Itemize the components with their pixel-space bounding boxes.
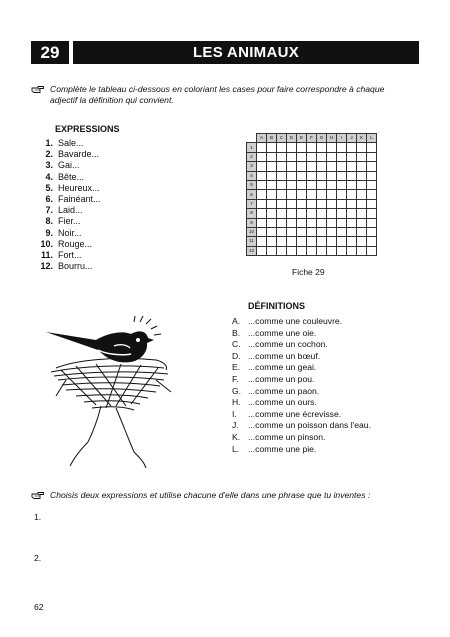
expression-text: Gai... [58,160,80,171]
grid-cell[interactable] [327,227,337,236]
grid-cell[interactable] [267,180,277,189]
grid-column-header: F [307,134,317,143]
grid-cell[interactable] [277,162,287,171]
grid-cell[interactable] [367,218,377,227]
grid-cell[interactable] [267,246,277,255]
definitions-title: DÉFINITIONS [248,301,306,311]
grid-cell[interactable] [277,227,287,236]
grid-cell[interactable] [277,237,287,246]
grid-cell[interactable] [337,199,347,208]
answer-2-number: 2. [34,553,42,563]
grid-column-header: D [287,134,297,143]
definition-letter: F. [232,373,239,384]
grid-cell[interactable] [327,209,337,218]
grid-cell[interactable] [277,209,287,218]
grid-cell[interactable] [367,152,377,161]
grid-cell[interactable] [277,190,287,199]
grid-cell[interactable] [327,218,337,227]
grid-cell[interactable] [277,199,287,208]
grid-cell[interactable] [307,237,317,246]
expression-text: Bavarde... [58,149,100,160]
grid-cell[interactable] [367,143,377,152]
fiche-label: Fiche 29 [292,267,325,277]
grid-cell[interactable] [317,171,327,180]
grid-cell[interactable] [337,227,347,236]
grid-cell[interactable] [317,190,327,199]
grid-cell[interactable] [297,143,307,152]
definition-text: ...comme un ours. [248,397,317,408]
grid-cell[interactable] [297,227,307,236]
definition-text: ...comme une couleuvre. [248,316,343,326]
grid-cell[interactable] [317,209,327,218]
grid-cell[interactable] [267,227,277,236]
grid-cell[interactable] [287,227,297,236]
grid-cell[interactable] [317,162,327,171]
grid-cell[interactable] [367,227,377,236]
grid-cell[interactable] [297,209,307,218]
grid-cell[interactable] [327,246,337,255]
grid-cell[interactable] [287,209,297,218]
expression-item [38,194,101,205]
instruction-2: Choisis deux expressions et utilise chacune d'elle dans une phrase que tu inventes : [50,490,371,500]
grid-cell[interactable] [327,143,337,152]
definition-item [232,328,371,340]
grid-cell[interactable] [367,199,377,208]
expression-text: Heureux... [58,182,100,193]
grid-column-header: E [297,134,307,143]
grid-cell[interactable] [297,152,307,161]
expression-item [38,261,101,272]
expression-text: Bête... [58,171,85,182]
grid-cell[interactable] [357,143,367,152]
grid-cell[interactable] [257,199,267,208]
expression-number: 5. [45,182,53,193]
grid-cell[interactable] [357,199,367,208]
fiche-number: 29 [31,41,69,64]
expression-item [38,239,101,250]
definition-text: ...comme un bœuf. [248,350,321,361]
grid-cell[interactable] [257,209,267,218]
definition-item [232,374,371,386]
expression-number: 9. [45,227,53,238]
grid-cell[interactable] [307,180,317,189]
grid-cell[interactable] [337,190,347,199]
definitions-list [232,316,371,455]
grid-cell[interactable] [257,162,267,171]
grid-row-header: 2 [247,152,257,161]
grid-row-header: 11 [247,237,257,246]
expressions-title: EXPRESSIONS [55,124,120,134]
grid-column-header: I [337,134,347,143]
grid-cell[interactable] [307,199,317,208]
grid-cell[interactable] [267,152,277,161]
expression-number: 7. [45,205,53,216]
grid-corner [247,134,257,143]
expression-text: Bourru... [58,261,93,272]
definition-text: ...comme un pinson. [248,431,326,442]
grid-cell[interactable] [357,237,367,246]
grid-cell[interactable] [337,246,347,255]
grid-row-header: 7 [247,199,257,208]
grid-cell[interactable] [257,152,267,161]
definition-item [232,432,371,444]
definition-text: ...comme un pou. [248,373,315,384]
expression-number: 3. [45,160,53,171]
grid-row-header: 5 [247,180,257,189]
expression-number: 2. [45,149,53,160]
definition-letter: D. [232,350,241,361]
grid-cell[interactable] [337,209,347,218]
grid-column-header: C [277,134,287,143]
grid-cell[interactable] [347,246,357,255]
expression-text: Fort... [58,249,82,260]
grid-cell[interactable] [327,162,337,171]
grid-cell[interactable] [337,152,347,161]
definition-text: ...comme une oie. [248,327,317,338]
grid-cell[interactable] [267,209,277,218]
grid-cell[interactable] [257,143,267,152]
grid-cell[interactable] [307,218,317,227]
grid-cell[interactable] [297,190,307,199]
grid-cell[interactable] [257,246,267,255]
grid-cell[interactable] [287,246,297,255]
grid-row-header: 4 [247,171,257,180]
definition-text: ...comme une écrevisse. [248,408,342,419]
expression-number: 4. [45,171,53,182]
grid-cell[interactable] [367,162,377,171]
grid-row-header: 12 [247,246,257,255]
grid-cell[interactable] [357,190,367,199]
grid-cell[interactable] [327,171,337,180]
definition-letter: E. [232,362,241,373]
grid-cell[interactable] [287,162,297,171]
expressions-list [38,138,101,272]
definition-text: ...comme un poisson dans l'eau. [248,420,371,431]
expression-item [38,228,101,239]
grid-cell[interactable] [297,237,307,246]
grid-cell[interactable] [357,218,367,227]
definition-letter: B. [232,327,241,338]
grid-cell[interactable] [277,143,287,152]
grid-cell[interactable] [297,246,307,255]
grid-cell[interactable] [257,171,267,180]
grid-cell[interactable] [347,152,357,161]
definition-letter: H. [232,397,241,408]
definition-item [232,362,371,374]
definition-letter: G. [232,385,242,396]
grid-cell[interactable] [287,199,297,208]
grid-cell[interactable] [337,162,347,171]
grid-cell[interactable] [277,246,287,255]
grid-column-header: A [257,134,267,143]
answer-grid [246,133,377,256]
grid-cell[interactable] [267,143,277,152]
grid-cell[interactable] [327,199,337,208]
definition-text: ...comme une pie. [248,443,317,454]
definition-letter: K. [232,431,241,442]
definition-text: ...comme un paon. [248,385,320,396]
grid-cell[interactable] [267,162,277,171]
grid-cell[interactable] [317,143,327,152]
grid-cell[interactable] [327,180,337,189]
bird-in-nest-illustration [36,310,196,470]
grid-cell[interactable] [257,227,267,236]
grid-cell[interactable] [287,143,297,152]
grid-cell[interactable] [317,246,327,255]
expression-number: 6. [45,193,53,204]
grid-cell[interactable] [367,209,377,218]
grid-cell[interactable] [357,180,367,189]
grid-cell[interactable] [317,180,327,189]
definition-item [232,316,371,328]
expression-number: 11. [40,249,53,260]
grid-cell[interactable] [267,199,277,208]
definition-item [232,444,371,456]
grid-cell[interactable] [367,171,377,180]
grid-cell[interactable] [307,152,317,161]
grid-cell[interactable] [347,190,357,199]
expression-item [38,250,101,261]
grid-cell[interactable] [287,171,297,180]
grid-cell[interactable] [267,190,277,199]
definition-letter: L. [232,443,240,454]
expression-item [38,205,101,216]
grid-cell[interactable] [297,199,307,208]
grid-cell[interactable] [287,237,297,246]
expression-item [38,160,101,171]
definition-text: ...comme un cochon. [248,339,328,350]
grid-cell[interactable] [317,218,327,227]
instruction-1-line1: Complète le tableau ci-dessous en coloriant les cases pour faire correspondre à chaque [50,84,385,94]
grid-cell[interactable] [307,171,317,180]
grid-cell[interactable] [277,152,287,161]
grid-cell[interactable] [287,180,297,189]
expression-text: Noir... [58,227,82,238]
definition-text: ...comme un geai. [248,362,317,373]
grid-cell[interactable] [297,180,307,189]
pointing-hand-icon [31,491,45,500]
expression-text: Sale... [58,138,84,148]
expression-text: Laid... [58,205,83,216]
definition-letter: I. [232,408,237,419]
definition-item [232,386,371,398]
grid-column-header: K [357,134,367,143]
grid-cell[interactable] [357,152,367,161]
grid-cell[interactable] [357,227,367,236]
definition-item [232,351,371,363]
expression-number: 1. [45,138,53,148]
grid-cell[interactable] [277,171,287,180]
grid-column-header: H [327,134,337,143]
grid-cell[interactable] [307,190,317,199]
grid-cell[interactable] [257,237,267,246]
grid-cell[interactable] [317,237,327,246]
grid-cell[interactable] [267,237,277,246]
expression-number: 12. [40,261,53,272]
pointing-hand-icon [31,85,45,94]
grid-column-header: B [267,134,277,143]
grid-cell[interactable] [347,143,357,152]
grid-cell[interactable] [367,180,377,189]
grid-cell[interactable] [357,162,367,171]
expression-item [38,172,101,183]
grid-cell[interactable] [367,190,377,199]
grid-cell[interactable] [337,171,347,180]
grid-cell[interactable] [297,162,307,171]
expression-text: Fier... [58,216,81,227]
grid-cell[interactable] [347,237,357,246]
grid-cell[interactable] [357,171,367,180]
grid-cell[interactable] [347,162,357,171]
grid-cell[interactable] [327,237,337,246]
grid-cell[interactable] [307,209,317,218]
grid-cell[interactable] [347,199,357,208]
grid-cell[interactable] [327,152,337,161]
grid-row-header: 10 [247,227,257,236]
grid-cell[interactable] [317,152,327,161]
grid-cell[interactable] [297,218,307,227]
grid-cell[interactable] [277,218,287,227]
grid-cell[interactable] [327,190,337,199]
grid-cell[interactable] [307,246,317,255]
grid-cell[interactable] [337,237,347,246]
grid-cell[interactable] [367,237,377,246]
expression-number: 10. [40,238,53,249]
definition-item [232,339,371,351]
grid-row-header: 9 [247,218,257,227]
grid-cell[interactable] [307,227,317,236]
definition-item [232,420,371,432]
grid-column-header: G [317,134,327,143]
page-title: LES ANIMAUX [73,41,419,64]
answer-1-number: 1. [34,512,42,522]
instruction-1 [50,84,384,106]
grid-column-header: L [367,134,377,143]
grid-cell[interactable] [347,171,357,180]
expression-item [38,216,101,227]
grid-cell[interactable] [337,143,347,152]
expression-text: Rouge... [58,238,93,249]
page-header [31,41,419,64]
grid-cell[interactable] [257,180,267,189]
grid-column-header: J [347,134,357,143]
grid-cell[interactable] [287,190,297,199]
grid-cell[interactable] [357,209,367,218]
grid-cell[interactable] [347,180,357,189]
grid-cell[interactable] [257,218,267,227]
grid-cell[interactable] [267,218,277,227]
expression-number: 8. [45,216,53,227]
grid-row-header: 6 [247,190,257,199]
definition-item [232,409,371,421]
grid-cell[interactable] [297,171,307,180]
grid-cell[interactable] [317,199,327,208]
grid-cell[interactable] [267,171,277,180]
grid-cell[interactable] [277,180,287,189]
grid-cell[interactable] [337,218,347,227]
definition-letter: J. [232,420,239,431]
definition-letter: C. [232,339,241,350]
expression-text: Fainéant... [58,193,101,204]
grid-cell[interactable] [287,218,297,227]
page-number: 62 [34,602,44,612]
instruction-1-line2: adjectif la définition qui convient. [50,95,174,105]
grid-cell[interactable] [347,218,357,227]
grid-row-header: 8 [247,209,257,218]
expression-item [38,138,101,149]
definition-item [232,397,371,409]
grid-cell[interactable] [307,162,317,171]
grid-cell[interactable] [347,227,357,236]
grid-cell[interactable] [337,180,347,189]
grid-row-header: 1 [247,143,257,152]
grid-cell[interactable] [347,209,357,218]
definition-letter: A. [232,316,241,326]
grid-cell[interactable] [257,190,267,199]
grid-cell[interactable] [317,227,327,236]
grid-cell[interactable] [287,152,297,161]
grid-cell[interactable] [367,246,377,255]
grid-cell[interactable] [307,143,317,152]
grid-cell[interactable] [357,246,367,255]
grid-row-header: 3 [247,162,257,171]
expression-item [38,149,101,160]
expression-item [38,183,101,194]
